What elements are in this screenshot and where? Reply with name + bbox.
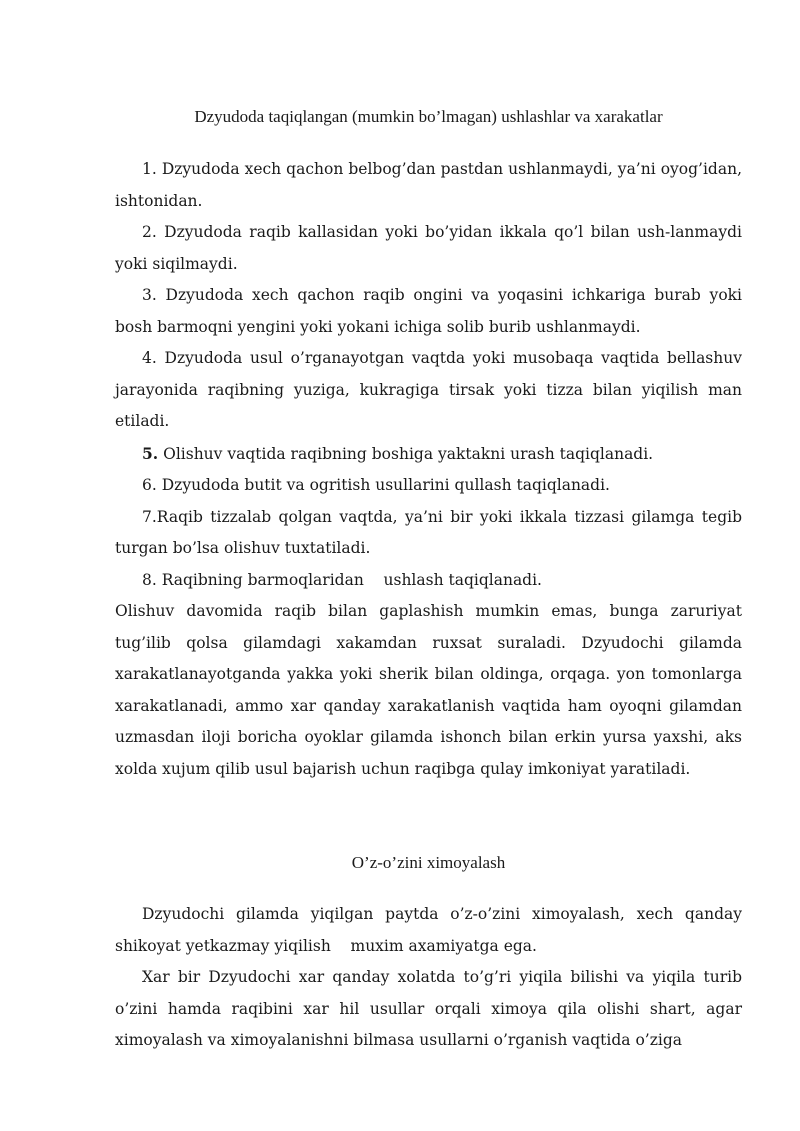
list-item [115, 154, 742, 217]
list-item [115, 280, 742, 343]
list-number: 4. [142, 349, 157, 367]
section-title: O’z-o’zini ximoyalash [351, 853, 506, 872]
list-number: 6. [142, 476, 157, 494]
list-number: 3. [142, 286, 157, 304]
rules-list [115, 154, 742, 785]
body-paragraph: Olishuv davomida raqib bilan gaplashish mumkin emas, bunga zaruriyat tug’ilib qolsa gilamdagi xakamdan ruxsat suraladi. Dzyudochi gilamda xarakatlanayotganda yakka yoki sherik bilan oldinga, orqaga. yon tomonlarga xarakatlanadi, ammo xar qanday xarakatlanish vaqtida ham oyoqni gilamdan uzmasdan iloji boricha oyoklar gilamda ishonch bilan erkin yursa yaxshi, aks xolda xujum qilib usul bajarish uchun raqibga qulay imkoniyat yaratiladi. [115, 602, 742, 778]
list-number: 7. [142, 507, 157, 526]
document-title: Dzyudoda taqiqlangan (mumkin bo’lmagan) ushlashlar va xarakatlar [194, 107, 663, 126]
list-item [115, 343, 742, 438]
list-text: Dzyudoda raqib kallasidan yoki bo’yidan ikkala qo’l bilan ush-lanmaydi yoki siqilmaydi. [115, 223, 742, 273]
list-number: 5. [142, 443, 159, 463]
list-number: 8. [142, 570, 157, 589]
body-paragraph: Dzyudochi gilamda yiqilgan paytda o’z-o’zini ximoyalash, xech qanday shikoyat yetkazmay yiqilish muxim axamiyatga ega. [115, 905, 742, 955]
list-text: Dzyudoda butit va ogritish usullarini qullash taqiqlanadi. [156, 476, 610, 494]
list-item [115, 502, 742, 565]
list-text: Raqib tizzalab qolgan vaqtda, ya’ni bir yoki ikkala tizzasi gilamga tegib turgan bo’lsa olishuv tuxtatiladi. [115, 507, 742, 557]
list-text: Dzyudoda xech qachon raqib ongini va yoqasini ichkariga burab yoki bosh barmoqni yengini yoki yokani ichiga solib burib ushlanmaydi. [115, 286, 742, 336]
list-text: Dzyudoda xech qachon belbog’dan pastdan ushlanmaydi, ya’ni oyog’idan, ishtonidan. [115, 160, 742, 210]
list-item [115, 217, 742, 280]
list-number: 1. [142, 160, 157, 178]
list-item [115, 470, 742, 502]
list-text: Olishuv vaqtida raqibning boshiga yaktakni urash taqiqlanadi. [158, 444, 654, 463]
list-text: Dzyudoda usul o’rganayotgan vaqtda yoki musobaqa vaqtida bellashuv jarayonida raqibning yuziga, kukragiga tirsak yoki tizza bilan yiqilish man etiladi. [115, 349, 742, 430]
body-paragraph: Xar bir Dzyudochi xar qanday xolatda to’g’ri yiqila bilishi va yiqila turib o’zini hamda raqibini xar hil usullar orqali ximoya qila olishi shart, agar ximoyalash va ximoyalanishni bilmasa usullarni o’rganish vaqtida o’ziga [115, 968, 742, 1049]
list-text: Raqibning barmoqlaridan ushlash taqiqlanadi. [156, 570, 542, 589]
list-item [115, 565, 742, 597]
list-number: 2. [142, 223, 157, 241]
section-body [115, 899, 742, 1057]
list-item [115, 438, 742, 471]
